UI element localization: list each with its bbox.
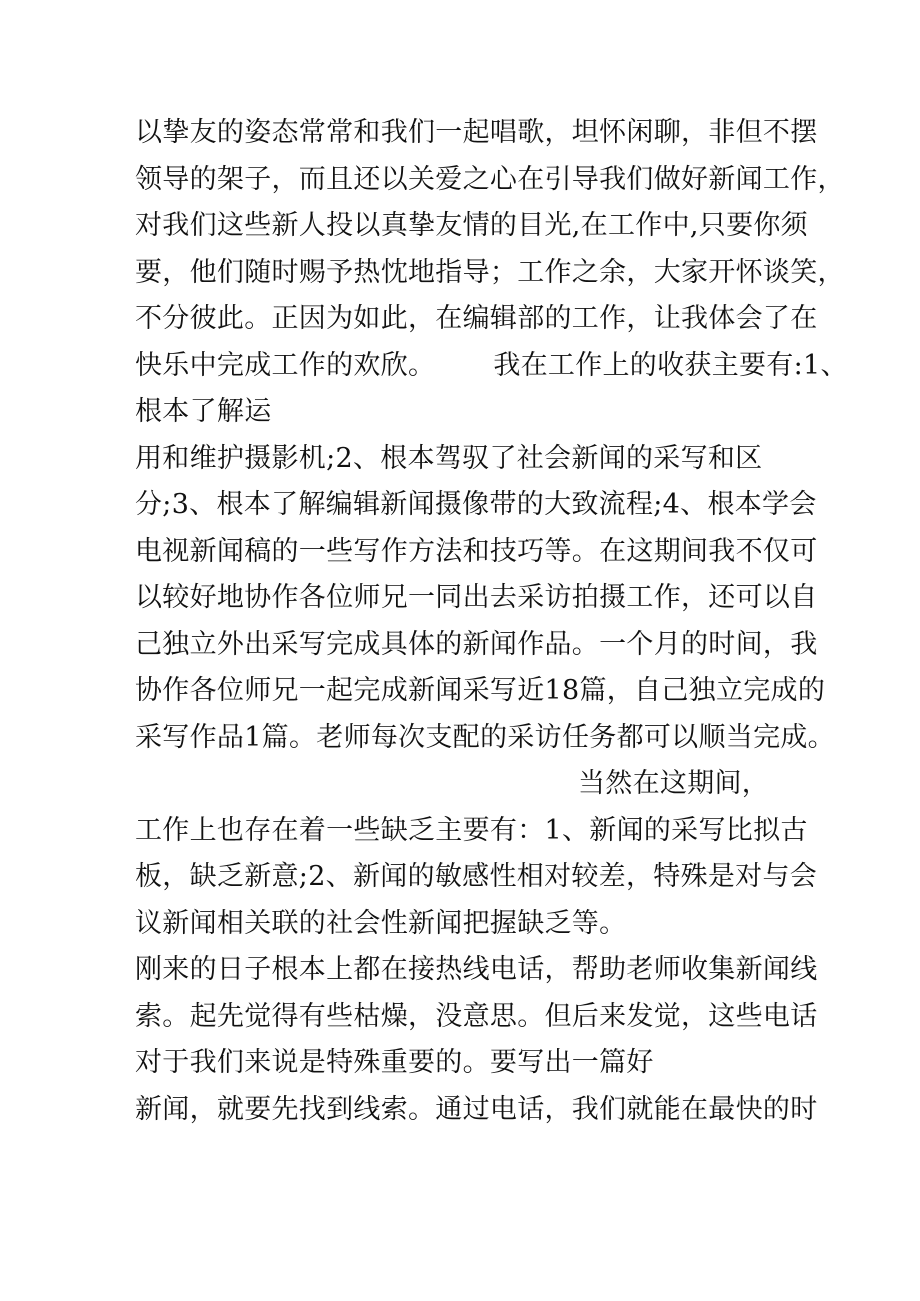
text-line: 不分彼此。正因为如此，在编辑部的工作，让我体会了在 (135, 303, 818, 334)
text-line (135, 343, 848, 390)
text-line: 索。起先觉得有些枯燥，没意思。但后来发觉，这些电话 (135, 1000, 818, 1032)
text-line: 对于我们来说是特殊重要的。要写出一篇好 (135, 1047, 654, 1078)
text-line: 板，缺乏新意;2、新闻的敏感性相对较差，特殊是对与会 (135, 861, 818, 892)
text-line: 当然在这期间， (578, 768, 770, 799)
text-line: 工作上也存在着一些缺乏主要有：1、新闻的采写比拟古 (135, 814, 808, 846)
text-segment: 我在工作上的收获主要有:1、 (493, 349, 848, 381)
text-line: 要，他们随时赐予热忱地指导；工作之余，大家开怀谈笑， (135, 256, 845, 288)
text-line: 用和维护摄影机;2、根本驾驭了社会新闻的采写和区 (135, 442, 763, 474)
body-text (135, 110, 848, 1133)
text-line: 电视新闻稿的一些写作方法和技巧等。在这期间我不仅可 (135, 535, 818, 567)
text-line: 根本了解运 (135, 396, 272, 427)
text-line: 分;3、根本了解编辑新闻摄像带的大致流程;4、根本学会 (135, 489, 817, 520)
text-line: 领导的架子，而且还以关爱之心在引导我们做好新闻工作， (135, 163, 845, 195)
text-line: 以挚友的姿态常常和我们一起唱歌，坦怀闲聊，非但不摆 (135, 117, 818, 148)
text-segment: 快乐中完成工作的欢欣。 (135, 349, 436, 381)
text-line: 协作各位师兄一起完成新闻采写近18篇，自己独立完成的 (135, 675, 826, 706)
text-line: 刚来的日子根本上都在接热线电话，帮助老师收集新闻线 (135, 954, 818, 985)
text-line: 新闻，就要先找到线索。通过电话，我们就能在最快的时 (135, 1093, 818, 1125)
text-line: 采写作品1篇。老师每次支配的采访任务都可以顺当完成。 (135, 721, 835, 753)
text-line: 对我们这些新人投以真挚友情的目光,在工作中,只要你须 (135, 210, 808, 241)
text-line: 己独立外出采写完成具体的新闻作品。一个月的时间，我 (135, 628, 818, 660)
text-line: 议新闻相关联的社会性新闻把握缺乏等。 (135, 907, 627, 939)
text-line: 以较好地协作各位师兄一同出去采访拍摄工作，还可以自 (135, 582, 818, 613)
